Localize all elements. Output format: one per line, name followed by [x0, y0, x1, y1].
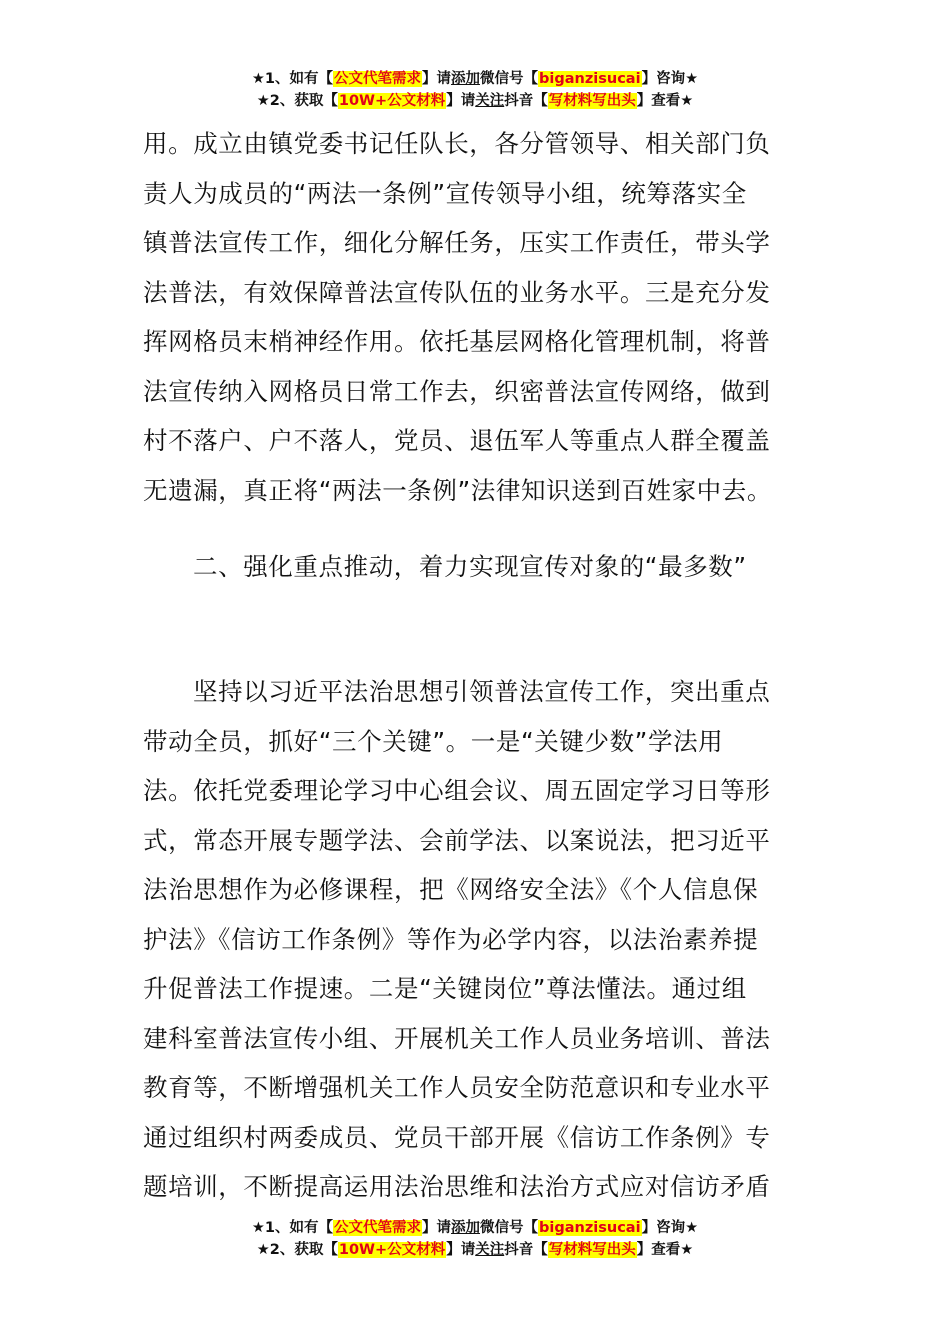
banner-text: 】请: [422, 1220, 452, 1236]
banner-text: ★2、获取【: [256, 93, 338, 109]
paragraph-line: 通过组织村两委成员、党员干部开展《信访工作条例》专: [143, 1122, 771, 1152]
banner-text: 抖音【: [504, 1242, 548, 1258]
banner-underlined: 添加: [451, 1220, 481, 1236]
paragraph-line: 带动全员，抓好“三个关键”。一是“关键少数”学法用: [143, 726, 724, 756]
paragraph-line: 坚持以习近平法治思想引领普法宣传工作，突出重点: [193, 677, 771, 706]
paragraph-line: 法治思想作为必修课程，把《网络安全法》《个人信息保: [143, 875, 759, 904]
banner-text: 】查看★: [636, 1242, 694, 1258]
banner-text: 抖音【: [504, 93, 548, 109]
banner-text: 】咨询★: [641, 71, 699, 87]
paragraph-line: 教育等，不断增强机关工作人员安全防范意识和专业水平: [143, 1073, 771, 1102]
banner-text: 微信号【: [480, 1220, 539, 1236]
paragraph-line: 题培训，不断提高运用法治思维和法治方式应对信访矛盾: [143, 1172, 771, 1201]
paragraph-line: 责人为成员的“两法一条例”宣传领导小组，统筹落实全: [143, 178, 747, 208]
banner-underlined: 关注: [475, 93, 505, 109]
paragraph-line: 用。成立由镇党委书记任队长，各分管领导、相关部门负: [143, 129, 771, 158]
paragraph-line: 挥网格员末梢神经作用。依托基层网格化管理机制，将普: [143, 327, 771, 356]
paragraph-line: 建科室普法宣传小组、开展机关工作人员业务培训、普法: [143, 1023, 771, 1053]
banner-highlight: 公文代笔需求: [334, 1220, 422, 1236]
banner-text: 】请: [422, 71, 452, 87]
footer-banner: [0, 1217, 950, 1261]
banner-highlight: biganzisucai: [539, 1220, 641, 1236]
banner-highlight: 写材料写出头: [548, 1242, 636, 1258]
banner-underlined: 关注: [475, 1242, 505, 1258]
paragraph-line: 升促普法工作提速。二是“关键岗位”尊法懂法。通过组: [143, 974, 747, 1003]
paragraph-line: 护法》《信访工作条例》等作为必学内容，以法治素养提: [143, 924, 759, 954]
banner-text: ★1、如有【: [251, 71, 334, 87]
banner-text: 】请: [446, 93, 476, 109]
banner-text: 】查看★: [636, 93, 694, 109]
paragraph-line: 村不落户、户不落人，党员、退伍军人等重点人群全覆盖: [143, 426, 771, 455]
paragraph-line: 法普法，有效保障普法宣传队伍的业务水平。三是充分发: [143, 277, 771, 307]
banner-line-1: [0, 1217, 950, 1239]
banner-highlight: 写材料写出头: [548, 93, 636, 109]
header-banner: [0, 68, 950, 112]
banner-underlined: 添加: [451, 71, 481, 87]
banner-highlight: 10W+公文材料: [338, 1242, 446, 1258]
banner-text: ★1、如有【: [251, 1220, 334, 1236]
banner-line-2: [0, 90, 950, 112]
banner-highlight: 10W+公文材料: [338, 93, 446, 109]
paragraph-2: [143, 667, 813, 1212]
paragraph-1: [143, 119, 813, 515]
banner-text: 】请: [446, 1242, 476, 1258]
paragraph-line: 法。依托党委理论学习中心组会议、周五固定学习日等形: [143, 776, 771, 805]
banner-highlight: biganzisucai: [539, 71, 641, 87]
paragraph-line: 式，常态开展专题学法、会前学法、以案说法，把习近平: [143, 825, 771, 855]
banner-text: ★2、获取【: [256, 1242, 338, 1258]
paragraph-line: 镇普法宣传工作，细化分解任务，压实工作责任，带头学: [143, 228, 771, 257]
paragraph-line: 无遗漏，真正将“两法一条例”法律知识送到百姓家中去。: [143, 475, 772, 505]
section-heading: 二、强化重点推动，着力实现宣传对象的“最多数”: [193, 552, 747, 581]
banner-line-1: [0, 68, 950, 90]
banner-highlight: 公文代笔需求: [334, 71, 422, 87]
paragraph-line: 法宣传纳入网格员日常工作去，织密普法宣传网络，做到: [143, 376, 771, 406]
banner-line-2: [0, 1239, 950, 1261]
banner-text: 】咨询★: [641, 1220, 699, 1236]
banner-text: 微信号【: [480, 71, 539, 87]
